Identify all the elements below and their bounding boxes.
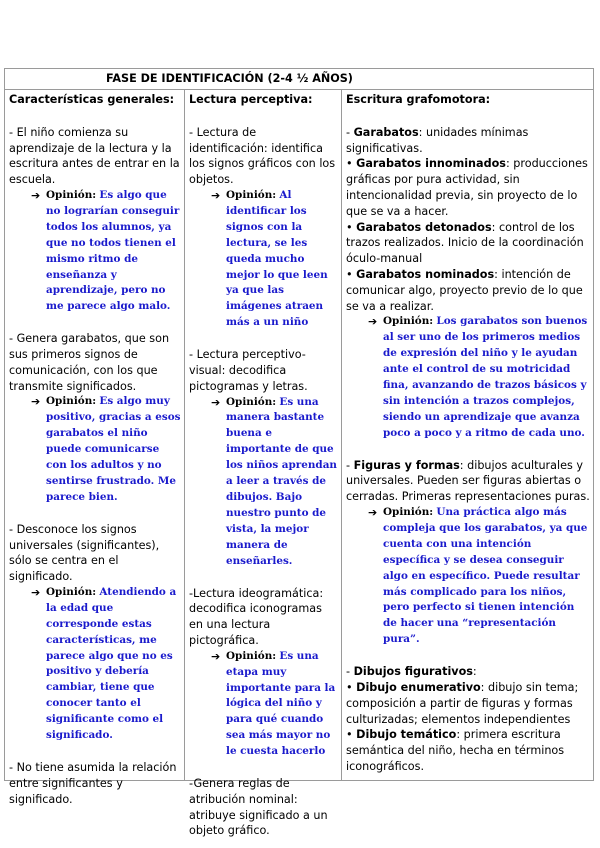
column-perceptive-reading — [185, 90, 342, 838]
paragraph: - Genera garabatos, que son sus primeros signos de comunicación, con los que transmite significados. — [9, 332, 170, 393]
term: Garabatos nominados — [356, 267, 495, 281]
definition: : producciones gráficas por pura actividad, sin intencionalidad previa, sin proyecto de lo que se va a hacer. — [346, 157, 588, 218]
column-header: Características generales: — [9, 93, 175, 106]
column-header: Lectura perceptiva: — [189, 93, 313, 106]
term: Figuras y formas — [353, 458, 460, 472]
list-item: - Garabatos: unidades mínimas significativas. — [346, 125, 529, 155]
bullet-icon: • — [346, 728, 353, 742]
definition: : control de los trazos realizados. Inicio de la coordinación óculo-manual — [346, 220, 584, 266]
paragraph: - El niño comienza su aprendizaje de la lectura y la escritura antes de entrar en la escuela. — [9, 125, 180, 187]
table-title-row — [5, 69, 593, 90]
opinion-text: Una práctica algo más compleja que los garabatos, ya que cuenta con una intención específica y se desea conseguir algo en específico. Puede resultar más complicado para los niños, pero perfecto si tienen intención de hacer una “representación pura”. — [383, 506, 588, 646]
arrow-icon: ➔ — [31, 585, 41, 599]
opinion-label: Opinión: — [383, 315, 434, 328]
arrow-icon: ➔ — [368, 506, 378, 519]
opinion-label: Opinión: — [46, 188, 97, 201]
arrow-icon: ➔ — [368, 315, 378, 329]
opinion-label: Opinión: — [226, 395, 277, 408]
opinion-label: Opinión: — [46, 585, 97, 598]
opinion-block — [9, 394, 181, 505]
opinion-block — [9, 188, 181, 315]
bullet-icon: • — [346, 220, 353, 234]
arrow-icon: ➔ — [31, 188, 41, 202]
list-item: - Dibujos figurativos: — [346, 665, 477, 679]
opinion-block — [9, 585, 181, 744]
arrow-icon: ➔ — [211, 395, 221, 409]
paragraph: -Lectura ideogramática: decodifica iconogramas en una lectura pictográfica. — [189, 586, 324, 647]
term: Garabatos innominados — [356, 157, 506, 171]
term: Dibujos figurativos — [353, 665, 473, 679]
opinion-label: Opinión: — [383, 506, 434, 518]
arrow-icon: ➔ — [31, 395, 41, 409]
opinion-text: Los garabatos son buenos al ser uno de los primeros medios de expresión del niño y le ayudan ante el control de su motricidad fina, avanzando de trazos básicos y sin intención a trazos complejos, siendo un aprendizaje que avanza poco a poco y a ritmo de cada uno. — [383, 315, 588, 439]
opinion-block — [346, 505, 590, 648]
bullet-icon: • — [346, 680, 353, 694]
definition: : unidades mínimas significativas. — [346, 125, 529, 155]
list-item: - Figuras y formas: dibujos aculturales y universales. Pueden ser figuras abiertas o cerradas. Primeras representaciones puras. — [346, 458, 590, 504]
opinion-label: Opinión: — [226, 649, 277, 662]
list-item — [346, 267, 590, 314]
opinion-block — [189, 395, 338, 570]
term: Garabatos detonados — [356, 220, 492, 234]
definition: : primera escritura semántica del niño, hecha en términos iconográficos. — [346, 728, 565, 773]
paragraph: -Genera reglas de atribución nominal: atribuye significado a un objeto gráfico. — [189, 777, 328, 838]
opinion-label: Opinión: — [226, 188, 277, 201]
paragraph: - Desconoce los signos universales (significantes), sólo se centra en el significado. — [9, 522, 160, 584]
phase-table — [4, 68, 594, 838]
paragraph: - Lectura perceptivo-visual: decodifica pictogramas y letras. — [189, 348, 308, 393]
list-item — [346, 680, 590, 727]
opinion-block — [346, 314, 590, 441]
opinion-text: Es algo que no lograrían conseguir todos los alumnos, ya que no todos tienen el mismo ritmo de enseñanza y aprendizaje, pero no me parece algo malo. — [46, 188, 180, 313]
opinion-text: Atendiendo a la edad que corresponde estas características, me parece algo que no es positivo y debería cambiar, tiene que conocer tanto el significante como el significado. — [46, 585, 177, 742]
opinion-text: Es una manera bastante buena e importante de que los niños aprendan a leer a través de dibujos. Bajo nuestro punto de vista, la mejor manera de enseñarles. — [226, 395, 337, 567]
opinion-text: Es algo muy positivo, gracias a esos garabatos el niño puede comunicarse con los adultos y no sentirse frustrado. Me parece bien. — [46, 395, 181, 503]
column-header: Escritura grafomotora: — [346, 93, 491, 106]
term: Dibujo temático — [356, 728, 457, 742]
arrow-icon: ➔ — [211, 649, 221, 663]
term: Dibujo enumerativo — [356, 680, 481, 694]
list-item — [346, 220, 590, 267]
opinion-text: Al identificar los signos con la lectura, se les queda mucho mejor lo que leen ya que las imágenes atraen más a un niño — [226, 188, 328, 329]
paragraph: - Lectura de identificación: identifica los signos gráficos con los objetos. — [189, 125, 336, 187]
paragraph: - No tiene asumida la relación entre significantes y significado. — [9, 761, 177, 806]
opinion-block — [189, 188, 338, 331]
opinion-text: Es una etapa muy importante para la lógica del niño y para qué cuando sea más mayor no le cuesta hacerlo — [226, 649, 336, 758]
list-item — [346, 727, 590, 774]
definition: : — [472, 665, 477, 679]
opinion-block — [189, 649, 338, 760]
term: Garabatos — [353, 125, 419, 139]
definition: : dibujos aculturales y universales. Pueden ser figuras abiertas o cerradas. Primeras representaciones puras. — [346, 458, 590, 504]
bullet-icon: • — [346, 157, 353, 171]
bullet-icon: • — [346, 267, 353, 281]
table-title: FASE DE IDENTIFICACIÓN (2-4 ½ AÑOS) — [106, 72, 353, 85]
opinion-label: Opinión: — [46, 395, 97, 408]
list-item — [346, 156, 590, 219]
column-graphomotor-writing — [342, 90, 593, 780]
arrow-icon: ➔ — [211, 188, 221, 202]
table-columns — [5, 90, 593, 838]
column-general-characteristics — [5, 90, 185, 806]
definition: : dibujo sin tema; composición a partir de figuras y formas culturizadas; elementos independientes — [346, 680, 579, 726]
definition: : intención de comunicar algo, proyecto previo de lo que se va a realizar. — [346, 267, 583, 313]
